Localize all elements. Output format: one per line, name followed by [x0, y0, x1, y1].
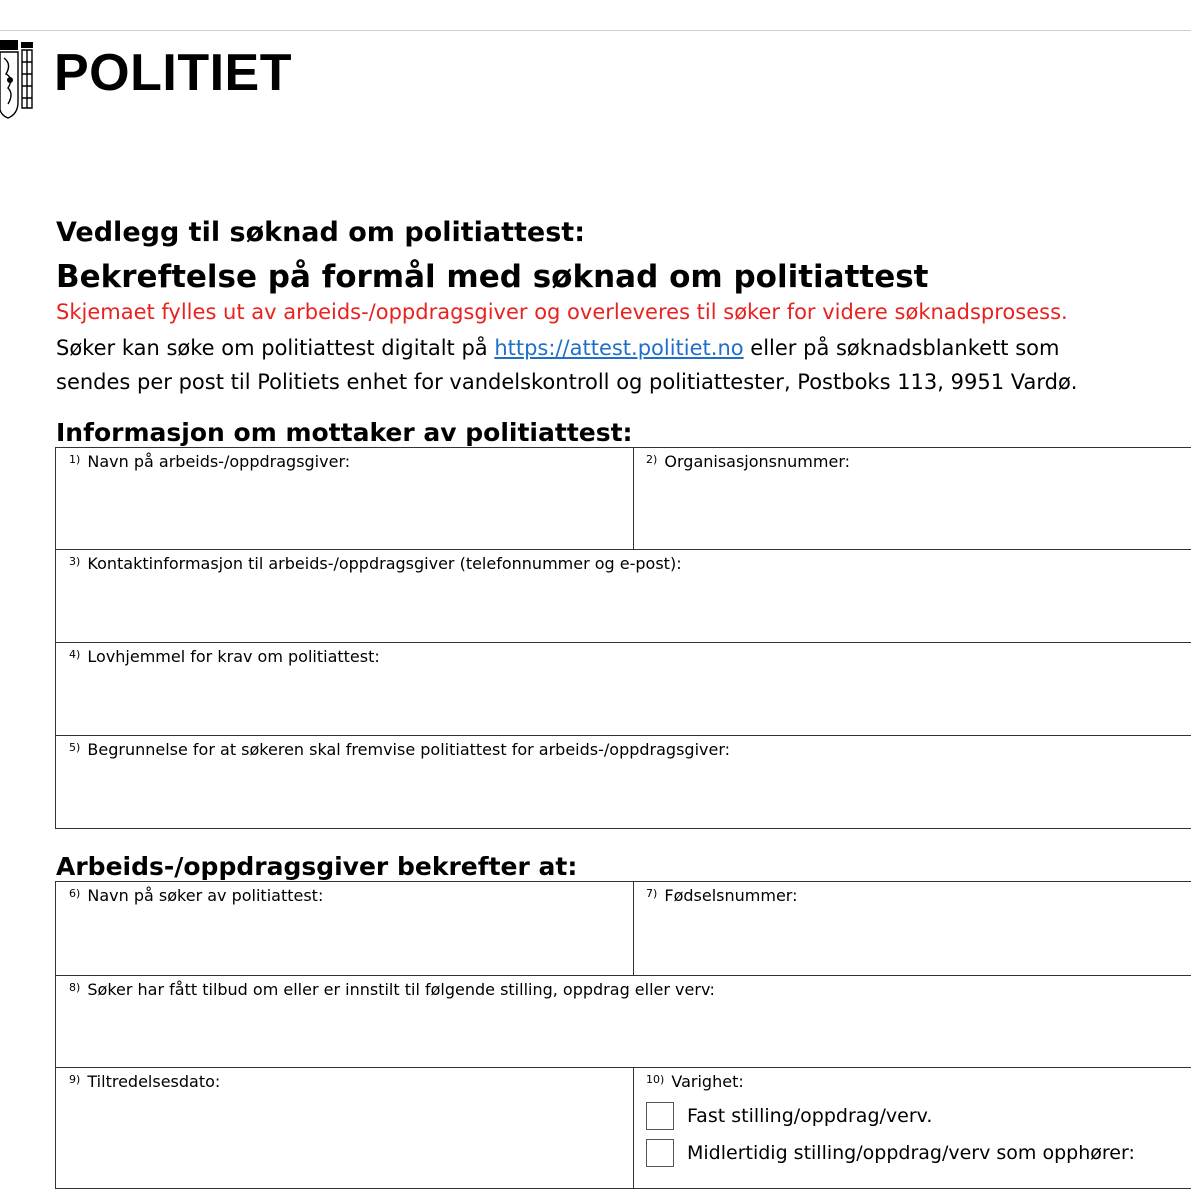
table-row	[56, 550, 1191, 643]
legal-basis-field[interactable]	[56, 643, 1191, 735]
permanent-checkbox[interactable]	[646, 1102, 674, 1130]
field-label: Kontaktinformasjon til arbeids-/oppdragsgiver (telefonnummer og e-post):	[87, 554, 682, 573]
table-row	[56, 1068, 1191, 1188]
table-row	[56, 882, 1191, 976]
table-row	[56, 976, 1191, 1068]
top-divider	[0, 30, 1191, 31]
field-number: 4)	[69, 648, 81, 661]
field-number: 10)	[646, 1073, 665, 1086]
org-number-field[interactable]	[634, 448, 1191, 549]
field-label: Tiltredelsesdato:	[87, 1072, 221, 1091]
applicant-name-field[interactable]	[56, 882, 634, 975]
field-number: 9)	[69, 1073, 81, 1086]
field-number: 2)	[646, 453, 658, 466]
field-number: 7)	[646, 887, 658, 900]
field-number: 5)	[69, 741, 81, 754]
field-label: Søker har fått tilbud om eller er innstilt til følgende stilling, oppdrag eller verv:	[87, 980, 715, 999]
field-label: Organisasjonsnummer:	[664, 452, 850, 471]
section-recipient-title: Informasjon om mottaker av politiattest:	[56, 418, 633, 447]
justification-field[interactable]	[56, 736, 1191, 828]
field-label: Begrunnelse for at søkeren skal fremvise politiattest for arbeids-/oppdragsgiver:	[87, 740, 731, 759]
intro-line-1	[56, 331, 1191, 365]
option-label: Fast stilling/oppdrag/verv.	[687, 1105, 933, 1127]
section-confirmation-title: Arbeids-/oppdragsgiver bekrefter at:	[56, 852, 578, 881]
table-row	[56, 736, 1191, 828]
temporary-checkbox[interactable]	[646, 1139, 674, 1167]
field-label: Navn på søker av politiattest:	[87, 886, 324, 905]
intro-line-2: sendes per post til Politiets enhet for vandelskontroll og politiattester, Postboks 113, 9951 Vardø.	[56, 370, 1078, 394]
employer-name-field[interactable]	[56, 448, 634, 549]
intro-text-before-link: Søker kan søke om politiattest digitalt på	[56, 336, 495, 360]
start-date-field[interactable]	[56, 1068, 634, 1188]
confirmation-table	[55, 881, 1191, 1189]
intro-text-after-link: eller på søknadsblankett som	[743, 336, 1060, 360]
field-label: Navn på arbeids-/oppdragsgiver:	[87, 452, 351, 471]
field-label: Lovhjemmel for krav om politiattest:	[87, 647, 380, 666]
birth-number-field[interactable]	[634, 882, 1191, 975]
intro-paragraph	[56, 331, 1191, 399]
field-number: 1)	[69, 453, 81, 466]
police-crest-icon	[0, 38, 34, 120]
form-subtitle: Vedlegg til søknad om politiattest:	[56, 217, 585, 248]
attest-link[interactable]: https://attest.politiet.no	[494, 336, 744, 360]
option-label: Midlertidig stilling/oppdrag/verv som opphører:	[687, 1142, 1135, 1164]
brand-logo-text: POLITIET	[54, 44, 292, 102]
field-number: 8)	[69, 981, 81, 994]
field-number: 3)	[69, 555, 81, 568]
field-number: 6)	[69, 887, 81, 900]
table-row	[56, 643, 1191, 736]
position-offer-field[interactable]	[56, 976, 1191, 1067]
instruction-note: Skjemaet fylles ut av arbeids-/oppdragsgiver og overleveres til søker for videre søknadsprosess.	[56, 300, 1068, 324]
field-label: Fødselsnummer:	[664, 886, 798, 905]
duration-field	[634, 1068, 1191, 1188]
field-label: Varighet:	[671, 1072, 744, 1091]
duration-option-permanent[interactable]	[646, 1102, 1191, 1130]
recipient-info-table	[55, 447, 1191, 829]
form-title: Bekreftelse på formål med søknad om politiattest	[56, 259, 929, 295]
duration-option-temporary[interactable]	[646, 1139, 1191, 1167]
employer-contact-field[interactable]	[56, 550, 1191, 642]
table-row	[56, 448, 1191, 550]
